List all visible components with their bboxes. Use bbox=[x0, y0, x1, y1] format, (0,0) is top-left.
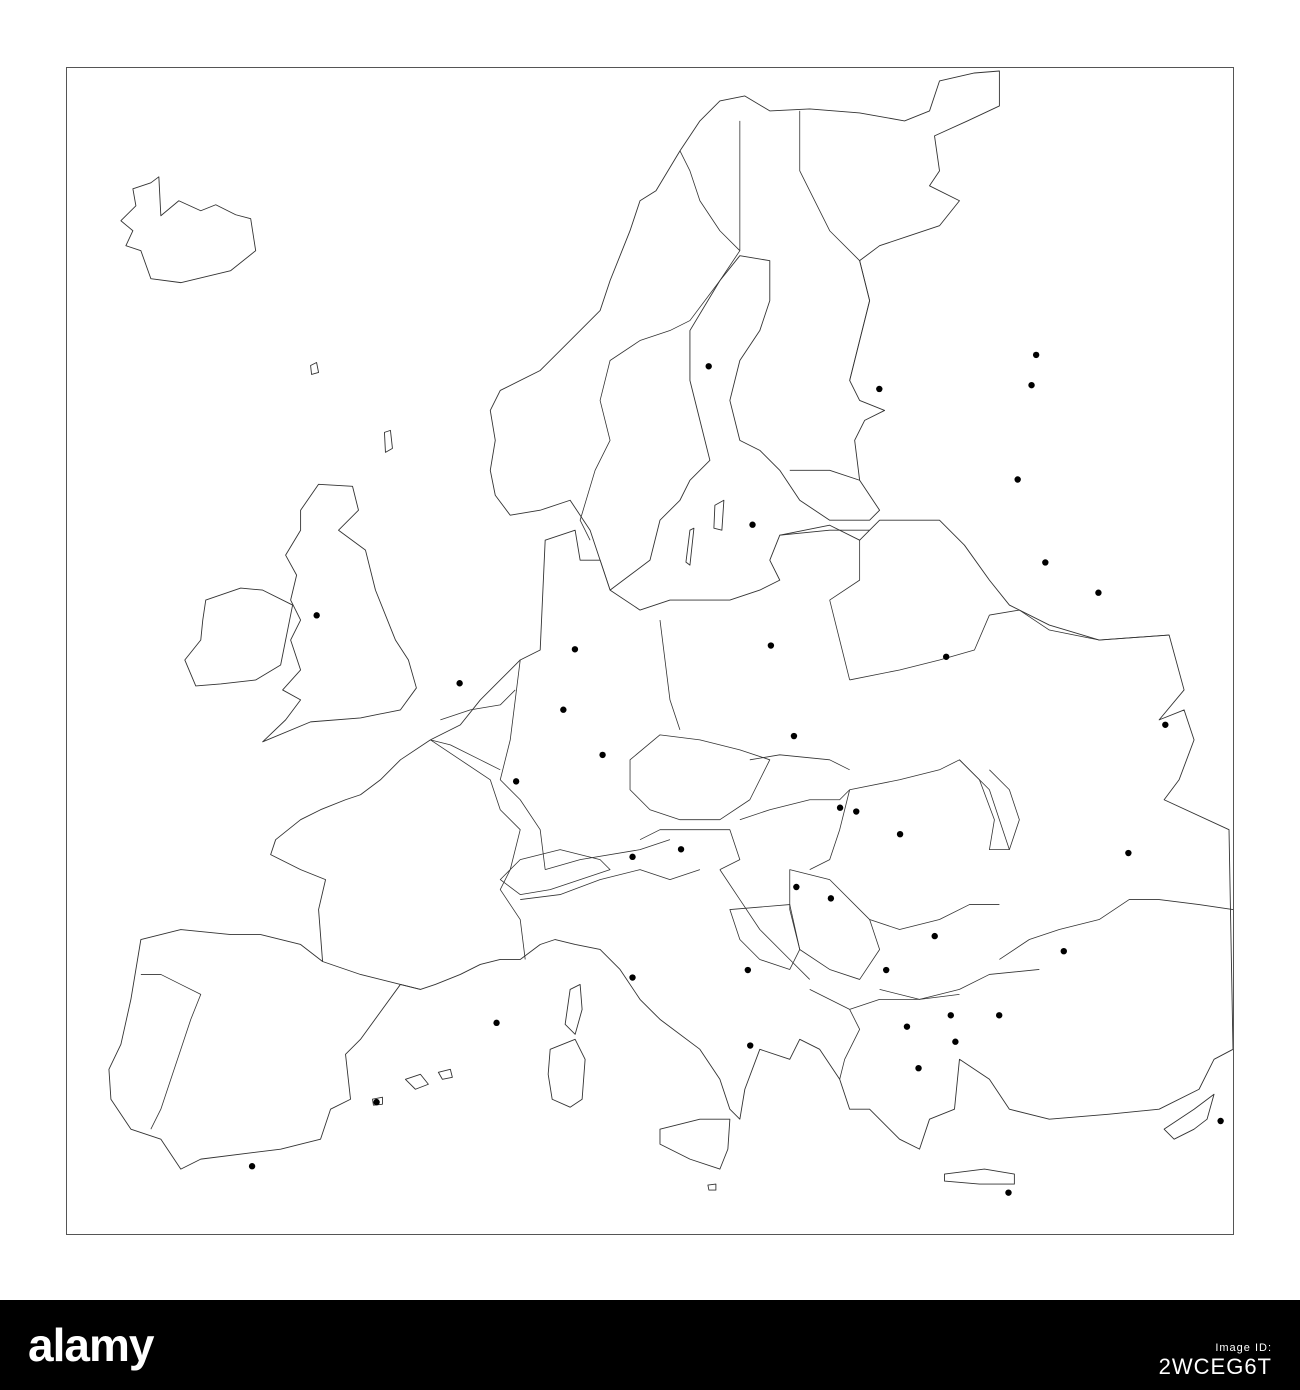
ireland-outline bbox=[185, 588, 293, 686]
capital-dot bbox=[768, 642, 774, 648]
oland-outline bbox=[686, 528, 694, 565]
capital-dot bbox=[747, 1042, 753, 1048]
capital-dot bbox=[249, 1163, 255, 1169]
capital-dot bbox=[1125, 850, 1131, 856]
image-id bbox=[1159, 1342, 1272, 1380]
sardinia-outline bbox=[548, 1039, 585, 1107]
capital-dot bbox=[837, 805, 843, 811]
crete-outline bbox=[944, 1169, 1014, 1184]
malta-outline bbox=[708, 1184, 716, 1190]
capital-dot bbox=[745, 967, 751, 973]
capital-dot bbox=[876, 386, 882, 392]
capital-dot bbox=[948, 1012, 954, 1018]
capital-dot bbox=[943, 654, 949, 660]
map-canvas bbox=[67, 68, 1233, 1234]
capital-dot bbox=[373, 1099, 379, 1105]
faroe-islands-outline bbox=[311, 362, 319, 374]
capital-dot bbox=[706, 363, 712, 369]
scandinavia-outline bbox=[490, 71, 999, 590]
capital-dot bbox=[629, 974, 635, 980]
capital-dot bbox=[572, 646, 578, 652]
capital-dot bbox=[1042, 559, 1048, 565]
capital-dot bbox=[599, 752, 605, 758]
capital-dot bbox=[828, 895, 834, 901]
iceland-outline bbox=[121, 177, 256, 283]
capital-dot bbox=[793, 884, 799, 890]
balearic-islands-outline bbox=[372, 1069, 452, 1105]
capital-dot bbox=[678, 846, 684, 852]
image-id-label: Image ID: bbox=[1215, 1342, 1272, 1354]
capital-dot bbox=[513, 778, 519, 784]
europe-map bbox=[66, 67, 1234, 1235]
image-id-value: 2WCEG6T bbox=[1158, 1354, 1272, 1379]
capital-dot bbox=[1061, 948, 1067, 954]
capital-dot bbox=[313, 612, 319, 618]
capital-dot bbox=[853, 808, 859, 814]
capital-dot bbox=[1162, 722, 1168, 728]
capital-dot bbox=[915, 1065, 921, 1071]
capital-dot bbox=[1014, 476, 1020, 482]
capital-dot bbox=[1028, 382, 1034, 388]
capital-dot bbox=[904, 1023, 910, 1029]
capital-dot bbox=[932, 933, 938, 939]
capital-dot bbox=[897, 831, 903, 837]
shetland-outline bbox=[384, 430, 392, 452]
capital-dot bbox=[791, 733, 797, 739]
capital-dot bbox=[883, 967, 889, 973]
capital-dot bbox=[1033, 352, 1039, 358]
capital-dot bbox=[1217, 1118, 1223, 1124]
corsica-outline bbox=[565, 984, 582, 1034]
capital-dot bbox=[629, 854, 635, 860]
capital-dot bbox=[560, 707, 566, 713]
stock-footer-bar bbox=[0, 1300, 1300, 1390]
stock-logo: alamy bbox=[28, 1319, 154, 1371]
capital-dot bbox=[1095, 590, 1101, 596]
capital-dot bbox=[749, 522, 755, 528]
gotland-outline bbox=[714, 500, 724, 530]
sicily-outline bbox=[660, 1119, 730, 1169]
capital-dot bbox=[1005, 1189, 1011, 1195]
capital-dot bbox=[456, 680, 462, 686]
land-outlines bbox=[109, 71, 1233, 1190]
capital-dot bbox=[493, 1020, 499, 1026]
capital-dot bbox=[952, 1039, 958, 1045]
capital-dot bbox=[996, 1012, 1002, 1018]
